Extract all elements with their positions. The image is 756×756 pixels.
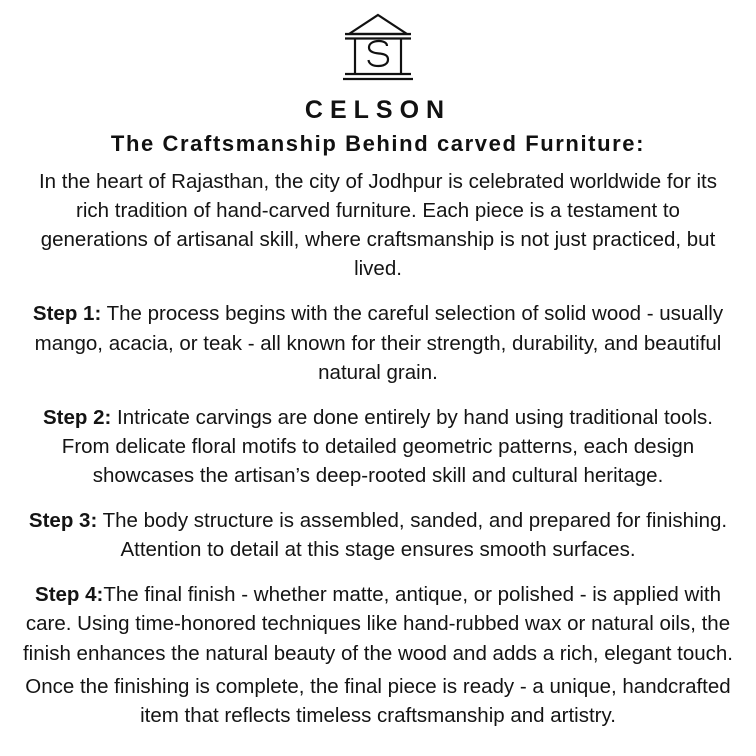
step-2-text: Intricate carvings are done entirely by hand using traditional tools. From delicate floral motifs to detailed geometric patterns, each design showcases the artisan’s deep-rooted skill and cultural heritage. xyxy=(61,405,714,487)
brand-logo xyxy=(335,10,421,90)
step-4-label: Step 4: xyxy=(35,583,104,607)
celson-monogram-logo xyxy=(335,10,421,90)
step-3-label: Step 3: xyxy=(28,509,98,533)
brand-name: CELSON xyxy=(304,96,452,124)
step-3-paragraph xyxy=(22,506,734,564)
closing-paragraph: Once the finishing is complete, the final piece is ready - a unique, handcrafted item that reflects timeless craftsmanship and artistry. xyxy=(25,674,731,727)
step-4-paragraph xyxy=(22,580,734,667)
step-1-text: The process begins with the careful selection of solid wood - usually mango, acacia, or teak - all known for their strength, durability, and beautiful natural grain. xyxy=(34,302,724,384)
step-1-label: Step 1: xyxy=(32,302,102,326)
intro-paragraph: In the heart of Rajasthan, the city of Jodhpur is celebrated worldwide for its rich tradition of hand-carved furniture. Each piece is a testament to generations of artisanal skill, where craftsmanship is not just practiced, but lived. xyxy=(38,170,717,281)
step-3-text: The body structure is assembled, sanded, and prepared for finishing. Attention to detail at this stage ensures smooth surfaces. xyxy=(97,509,728,562)
step-2-label: Step 2: xyxy=(42,405,112,429)
page-title: The Craftsmanship Behind carved Furniture: xyxy=(110,131,646,156)
step-2-paragraph xyxy=(22,403,734,490)
step-1-paragraph xyxy=(22,299,734,386)
step-4-text: The final finish - whether matte, antique, or polished - is applied with care. Using time-honored techniques like hand-rubbed wax or natural oils, the finish enhances the natural beauty of the wood and adds a rich, elegant touch. xyxy=(22,583,734,665)
